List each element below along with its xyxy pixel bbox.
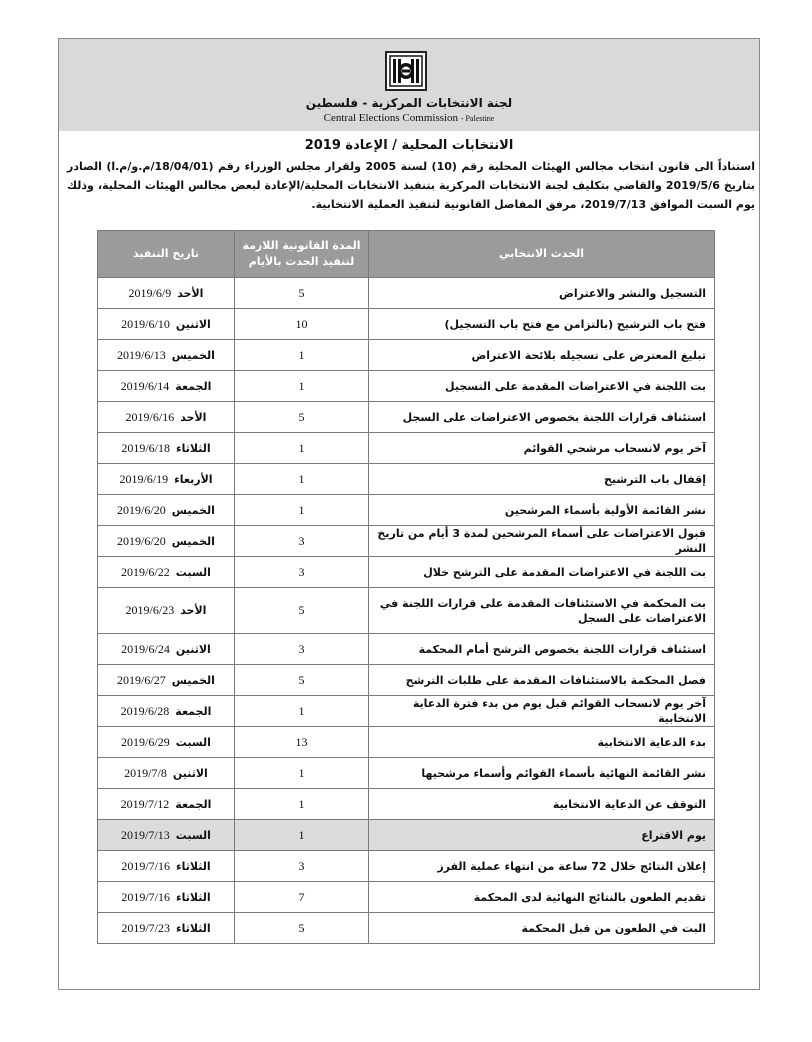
date-cell [98, 789, 235, 820]
table-row [98, 820, 715, 851]
date-cell [98, 588, 235, 634]
duration-cell: 10 [235, 309, 369, 340]
event-cell: فتح باب الترشيح (بالتزامن مع فتح باب التسجيل) [369, 309, 715, 340]
document-title: الانتخابات المحلية / الإعادة 2019 [304, 138, 514, 153]
weekday-label: الاثنين [172, 766, 208, 780]
event-cell: التوقف عن الدعاية الانتخابية [369, 789, 715, 820]
date-value: 2019/6/16 [125, 409, 175, 424]
duration-cell: 5 [235, 278, 369, 309]
date-value: 2019/6/24 [121, 641, 170, 656]
date-value: 2019/6/10 [121, 316, 170, 331]
table-row [98, 634, 715, 665]
document-frame [58, 38, 760, 990]
date-cell [98, 495, 235, 526]
org-name-english [59, 112, 759, 124]
duration-cell: 1 [235, 758, 369, 789]
date-value: 2019/6/13 [117, 347, 166, 362]
header-event: الحدث الانتخابي [369, 231, 715, 278]
date-cell [98, 634, 235, 665]
table-row [98, 340, 715, 371]
date-value: 2019/7/13 [121, 827, 170, 842]
weekday-label: الأحد [177, 286, 204, 300]
table-row [98, 495, 715, 526]
table-row [98, 758, 715, 789]
table-row [98, 371, 715, 402]
duration-cell: 3 [235, 557, 369, 588]
table-body [98, 278, 715, 944]
date-cell [98, 851, 235, 882]
date-value: 2019/6/27 [117, 672, 166, 687]
header-band [59, 39, 759, 131]
event-cell: بدء الدعاية الانتخابية [369, 727, 715, 758]
event-cell: آخر يوم لانسحاب مرشحي القوائم [369, 433, 715, 464]
duration-cell: 5 [235, 402, 369, 433]
table-row [98, 588, 715, 634]
weekday-label: الأربعاء [174, 472, 213, 486]
weekday-label: الاثنين [175, 642, 211, 656]
table-row [98, 882, 715, 913]
event-cell: استئناف قرارات اللجنة بخصوص الاعتراضات على السجل [369, 402, 715, 433]
table-row [98, 696, 715, 727]
intro-paragraph: استناداً الى قانون انتخاب مجالس الهيئات المحلية رقم (10) لسنة 2005 ولقرار مجلس الوزراء رقم (18/04/01/م.و/م.ا) الصادر بتاريخ 2019/5/6 والقاضي بتكليف لجنة الانتخابات المركزية بتنفيذ الانتخابات المحلية/الإعادة لبعض مجالس الهيئات المحلية، وذلك يوم السبت الموافق 2019/7/13، مرفق المفاصل القانونية لتنفيذ العملية الانتخابية. [67, 160, 755, 211]
date-value: 2019/6/22 [121, 564, 170, 579]
date-value: 2019/6/20 [117, 533, 166, 548]
weekday-label: الخميس [171, 348, 215, 362]
duration-cell: 1 [235, 820, 369, 851]
date-cell [98, 882, 235, 913]
election-schedule-table [97, 230, 715, 944]
date-cell [98, 309, 235, 340]
weekday-label: الثلاثاء [176, 890, 211, 904]
date-cell [98, 464, 235, 495]
table-row [98, 913, 715, 944]
date-value: 2019/7/23 [121, 920, 171, 935]
table-row [98, 402, 715, 433]
date-cell [98, 665, 235, 696]
weekday-label: الجمعة [175, 797, 212, 811]
date-cell [98, 913, 235, 944]
duration-cell: 1 [235, 495, 369, 526]
date-cell [98, 696, 235, 727]
duration-cell: 1 [235, 696, 369, 727]
weekday-label: السبت [175, 565, 211, 579]
event-cell: إقفال باب الترشيح [369, 464, 715, 495]
weekday-label: الاثنين [175, 317, 211, 331]
duration-cell: 1 [235, 433, 369, 464]
weekday-label: الأحد [180, 410, 207, 424]
weekday-label: الثلاثاء [176, 921, 211, 935]
org-name-arabic: لجنة الانتخابات المركزية - فلسطين [305, 96, 513, 110]
org-name-english-main: Central Elections Commission [323, 112, 459, 124]
weekday-label: الخميس [171, 534, 215, 548]
weekday-label: الأحد [180, 604, 207, 617]
date-value: 2019/6/28 [120, 703, 170, 718]
duration-cell: 5 [235, 588, 369, 634]
date-cell [98, 820, 235, 851]
duration-cell: 1 [235, 789, 369, 820]
table-row [98, 526, 715, 557]
event-cell: تبليغ المعترض على تسجيله بلائحة الاعتراض [369, 340, 715, 371]
duration-cell: 1 [235, 340, 369, 371]
date-cell [98, 371, 235, 402]
duration-cell: 13 [235, 727, 369, 758]
date-value: 2019/6/9 [128, 285, 172, 300]
cec-logo-icon [385, 51, 427, 91]
event-cell: بت المحكمة في الاستئنافات المقدمة على قرارات اللجنة في الاعتراضات على السجل [369, 588, 715, 634]
table-row [98, 433, 715, 464]
date-cell [98, 727, 235, 758]
table-row [98, 464, 715, 495]
weekday-label: الثلاثاء [176, 859, 211, 873]
date-value: 2019/7/12 [120, 796, 170, 811]
event-cell: نشر القائمة الأولية بأسماء المرشحين [369, 495, 715, 526]
header-date: تاريخ التنفيذ [98, 231, 235, 278]
date-cell [98, 557, 235, 588]
event-cell: البت في الطعون من قبل المحكمة [369, 913, 715, 944]
date-value: 2019/6/14 [120, 378, 170, 393]
weekday-label: السبت [175, 735, 211, 749]
event-cell: فصل المحكمة بالاستئنافات المقدمة على طلبات الترشح [369, 665, 715, 696]
weekday-label: الثلاثاء [176, 441, 211, 455]
event-cell: نشر القائمة النهائية بأسماء القوائم وأسماء مرشحيها [369, 758, 715, 789]
event-cell: بت اللجنة في الاعتراضات المقدمة على الترشح خلال [369, 557, 715, 588]
table-row [98, 789, 715, 820]
weekday-label: الخميس [171, 673, 215, 687]
date-cell [98, 433, 235, 464]
table-header-row [98, 231, 715, 278]
duration-cell: 1 [235, 464, 369, 495]
weekday-label: السبت [175, 828, 211, 842]
table-row [98, 665, 715, 696]
date-value: 2019/6/29 [121, 734, 170, 749]
date-value: 2019/7/16 [121, 889, 171, 904]
weekday-label: الجمعة [175, 379, 212, 393]
table-row [98, 557, 715, 588]
date-cell [98, 402, 235, 433]
event-cell: آخر يوم لانسحاب القوائم قبل يوم من بدء فترة الدعاية الانتخابية [369, 696, 715, 727]
date-cell [98, 758, 235, 789]
date-cell [98, 340, 235, 371]
date-value: 2019/6/19 [119, 471, 169, 486]
duration-cell: 1 [235, 371, 369, 402]
weekday-label: الجمعة [175, 704, 212, 718]
org-name-english-suffix: - Palestine [460, 114, 495, 123]
duration-cell: 5 [235, 665, 369, 696]
event-cell: استئناف قرارات اللجنة بخصوص الترشح أمام المحكمة [369, 634, 715, 665]
duration-cell: 3 [235, 851, 369, 882]
date-value: 2019/6/23 [125, 603, 175, 617]
duration-cell: 7 [235, 882, 369, 913]
date-value: 2019/7/16 [121, 858, 171, 873]
header-duration: المدة القانونية اللازمة لتنفيذ الحدث بالأيام [235, 231, 369, 278]
event-cell: التسجيل والنشر والاعتراض [369, 278, 715, 309]
date-cell [98, 526, 235, 557]
event-cell: قبول الاعتراضات على أسماء المرشحين لمدة 3 أيام من تاريخ النشر [369, 526, 715, 557]
event-cell: بت اللجنة في الاعتراضات المقدمة على التسجيل [369, 371, 715, 402]
table-row [98, 278, 715, 309]
duration-cell: 3 [235, 634, 369, 665]
table-row [98, 309, 715, 340]
date-value: 2019/7/8 [124, 765, 167, 780]
table-row [98, 727, 715, 758]
date-cell [98, 278, 235, 309]
event-cell: يوم الاقتراع [369, 820, 715, 851]
date-value: 2019/6/18 [121, 440, 171, 455]
event-cell: إعلان النتائج خلال 72 ساعة من انتهاء عملية الفرز [369, 851, 715, 882]
date-value: 2019/6/20 [117, 502, 166, 517]
weekday-label: الخميس [171, 503, 215, 517]
table-row [98, 851, 715, 882]
event-cell: تقديم الطعون بالنتائج النهائية لدى المحكمة [369, 882, 715, 913]
duration-cell: 5 [235, 913, 369, 944]
duration-cell: 3 [235, 526, 369, 557]
